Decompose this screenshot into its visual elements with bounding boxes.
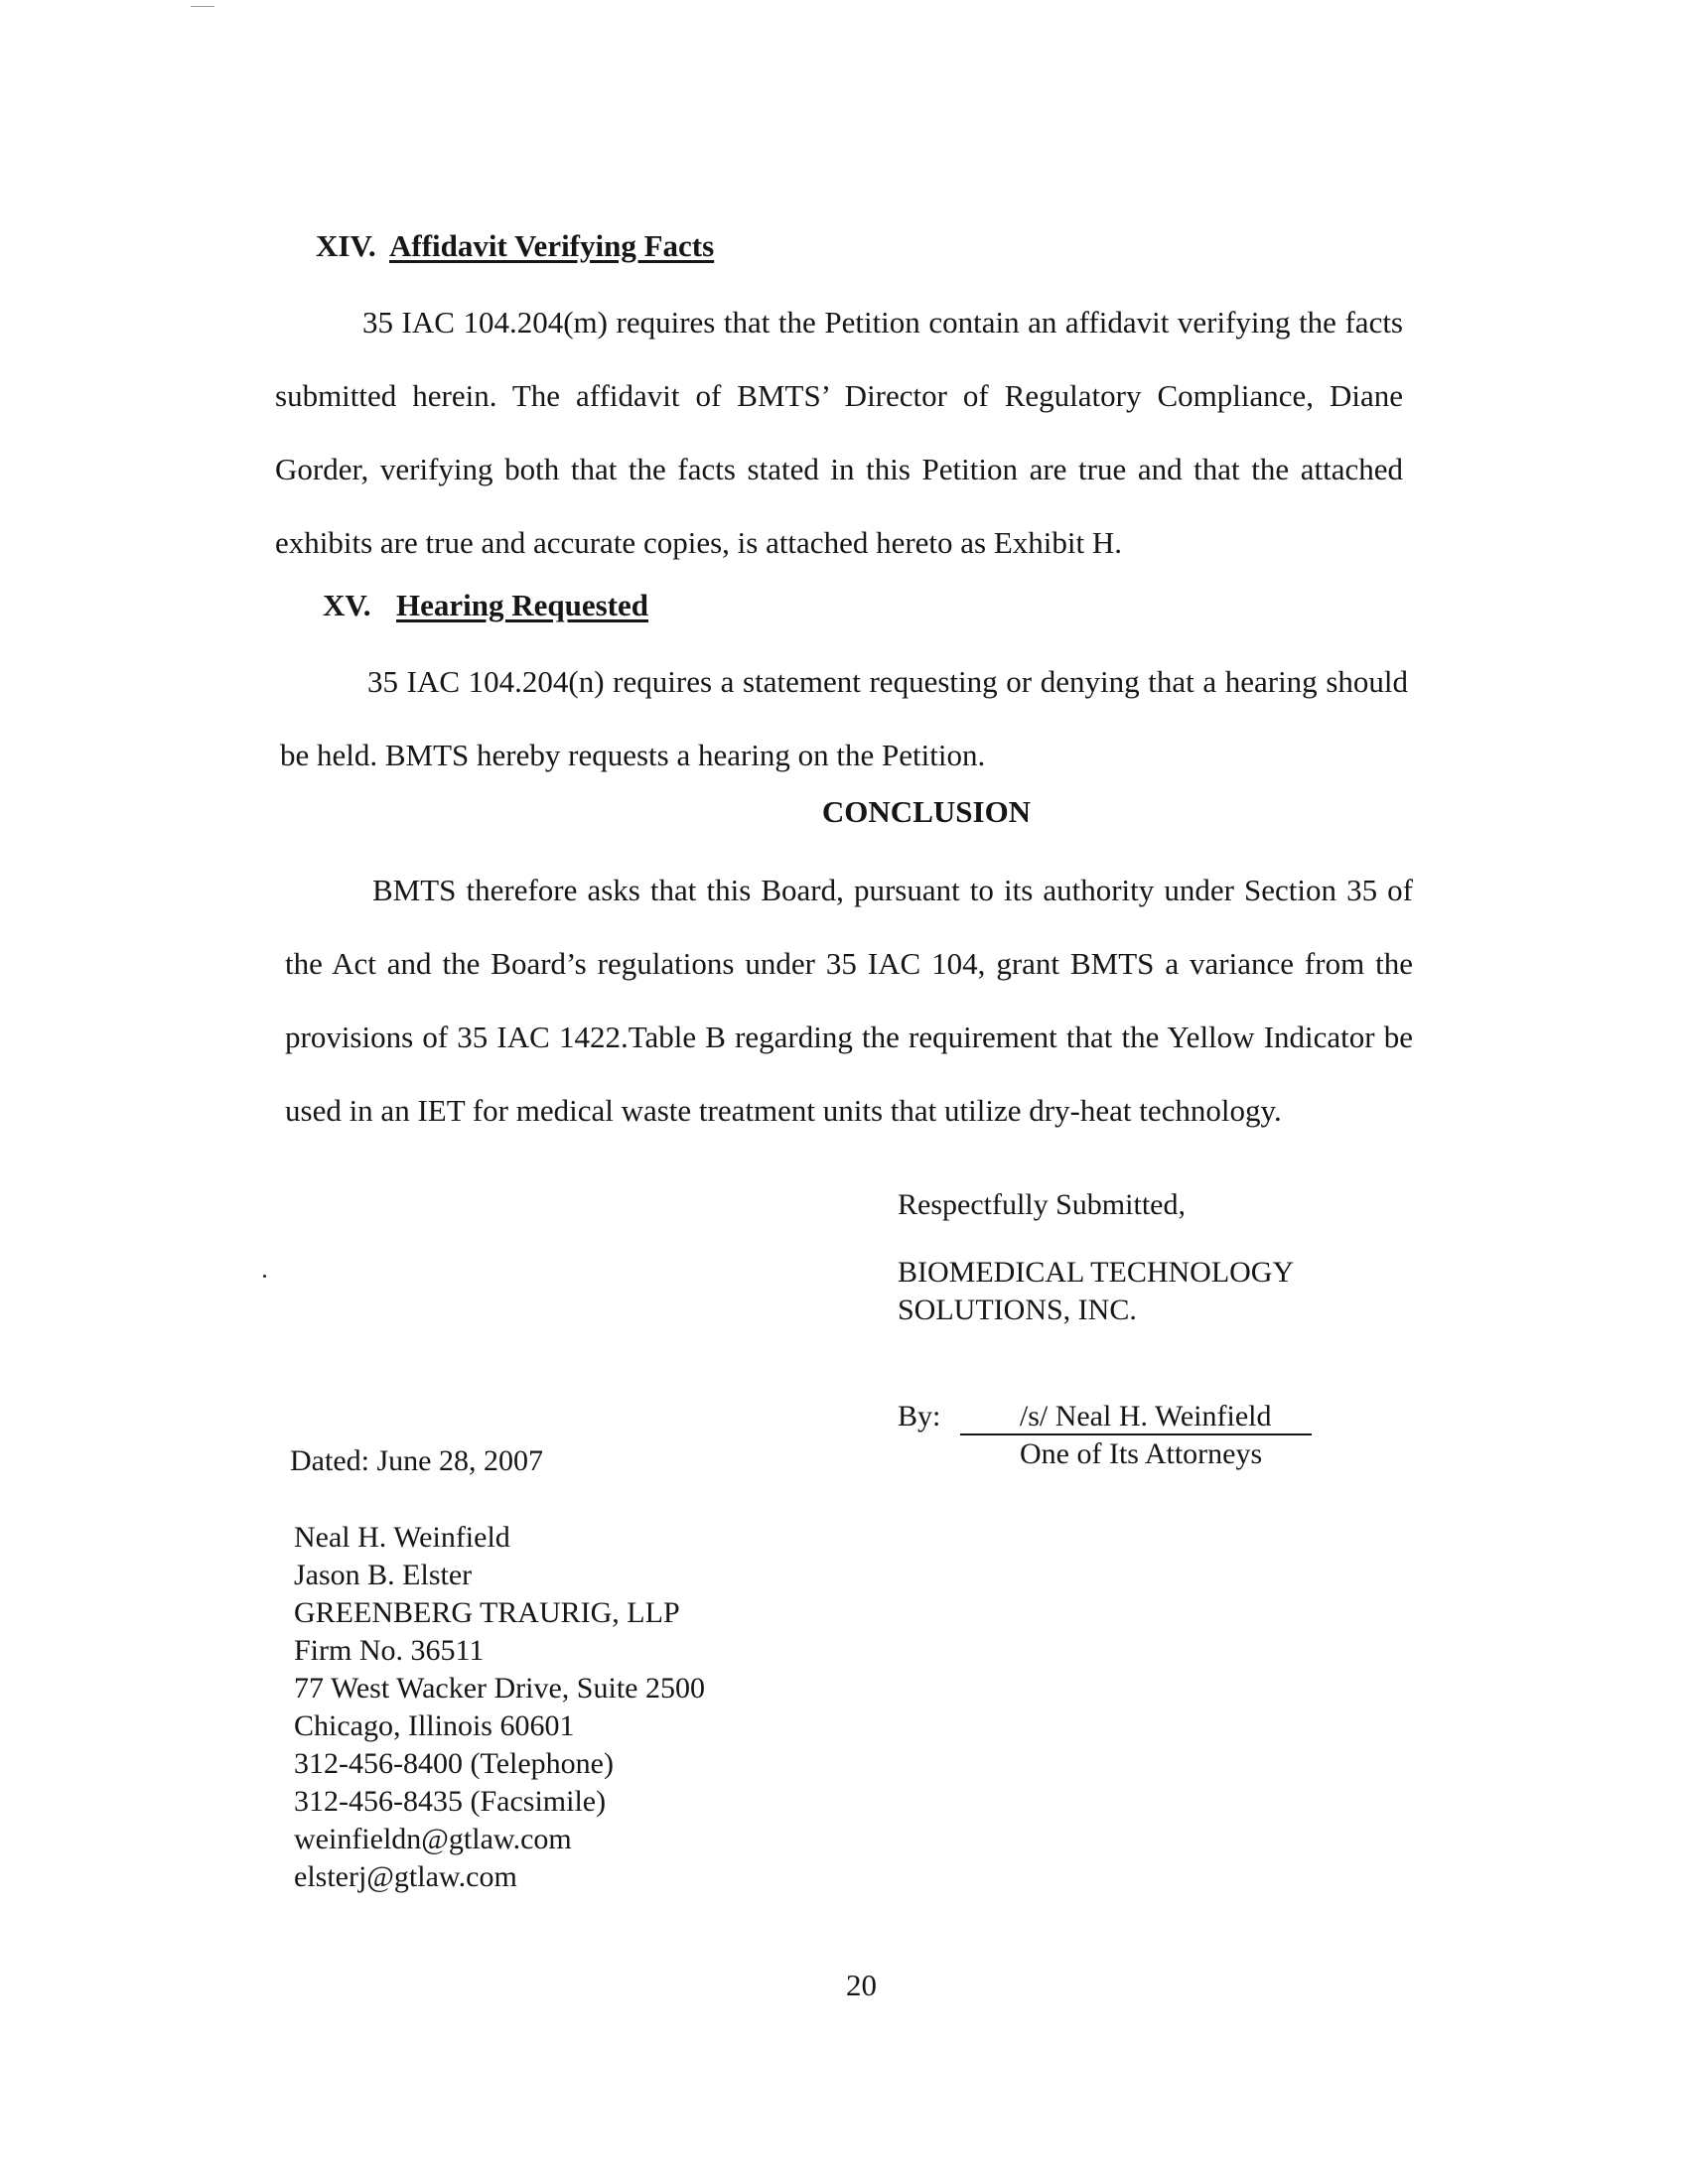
- by-label: By:: [898, 1400, 941, 1433]
- counsel-line: Jason B. Elster: [294, 1559, 473, 1591]
- signer-role: One of Its Attorneys: [1020, 1437, 1263, 1470]
- conclusion-heading: CONCLUSION: [821, 794, 1032, 829]
- counsel-line: 312-456-8400 (Telephone): [294, 1747, 614, 1780]
- dated-line: Dated: June 28, 2007: [290, 1444, 543, 1477]
- section-paragraph-xv: 35 IAC 104.204(n) requires a statement requesting or denying that a hearing should be held. BMTS hereby requests a hearing on the Petition.: [280, 664, 1408, 772]
- counsel-line: weinfieldn@gtlaw.com: [294, 1823, 572, 1855]
- signer-name: /s/ Neal H. Weinfield: [960, 1400, 1312, 1435]
- counsel-line: elsterj@gtlaw.com: [294, 1860, 517, 1893]
- company-name: [898, 1254, 1294, 1329]
- conclusion-paragraph: BMTS therefore asks that this Board, pursuant to its authority under Section 35 of the Act and the Board’s regulations under 35 IAC 104, grant BMTS a variance from the provisions of 35 IAC 1422.Table B regarding the requirement that the Yellow Indicator be used in an IET for medical waste treatment units that utilize dry-heat technology.: [285, 873, 1413, 1128]
- section-title: Affidavit Verifying Facts: [389, 228, 715, 263]
- counsel-line: GREENBERG TRAURIG, LLP: [294, 1596, 680, 1629]
- section-heading-xiv: [316, 228, 714, 264]
- page-number: 20: [846, 1968, 877, 2002]
- counsel-block: [294, 1519, 705, 1896]
- closing-text: Respectfully Submitted,: [898, 1188, 1186, 1221]
- company-line-2: SOLUTIONS, INC.: [898, 1294, 1137, 1326]
- counsel-line: Neal H. Weinfield: [294, 1521, 510, 1554]
- company-line-1: BIOMEDICAL TECHNOLOGY: [898, 1256, 1295, 1289]
- counsel-line: 77 West Wacker Drive, Suite 2500: [294, 1672, 705, 1705]
- section-number: XV.: [323, 588, 371, 622]
- section-title: Hearing Requested: [396, 588, 649, 622]
- scan-artifact: [191, 6, 214, 7]
- counsel-line: Chicago, Illinois 60601: [294, 1709, 575, 1742]
- scan-artifact: [263, 1275, 266, 1278]
- section-heading-xv: [323, 588, 648, 623]
- counsel-line: 312-456-8435 (Facsimile): [294, 1785, 607, 1818]
- section-number: XIV.: [316, 228, 376, 263]
- section-paragraph-xiv: 35 IAC 104.204(m) requires that the Petition contain an affidavit verifying the facts submitted herein. The affidavit of BMTS’ Director of Regulatory Compliance, Diane Gorder, verifying both that the facts stated in this Petition are true and that the attached exhibits are true and accurate copies, is attached hereto as Exhibit H.: [275, 305, 1403, 560]
- counsel-line: Firm No. 36511: [294, 1634, 485, 1667]
- signature-line: [898, 1400, 1312, 1435]
